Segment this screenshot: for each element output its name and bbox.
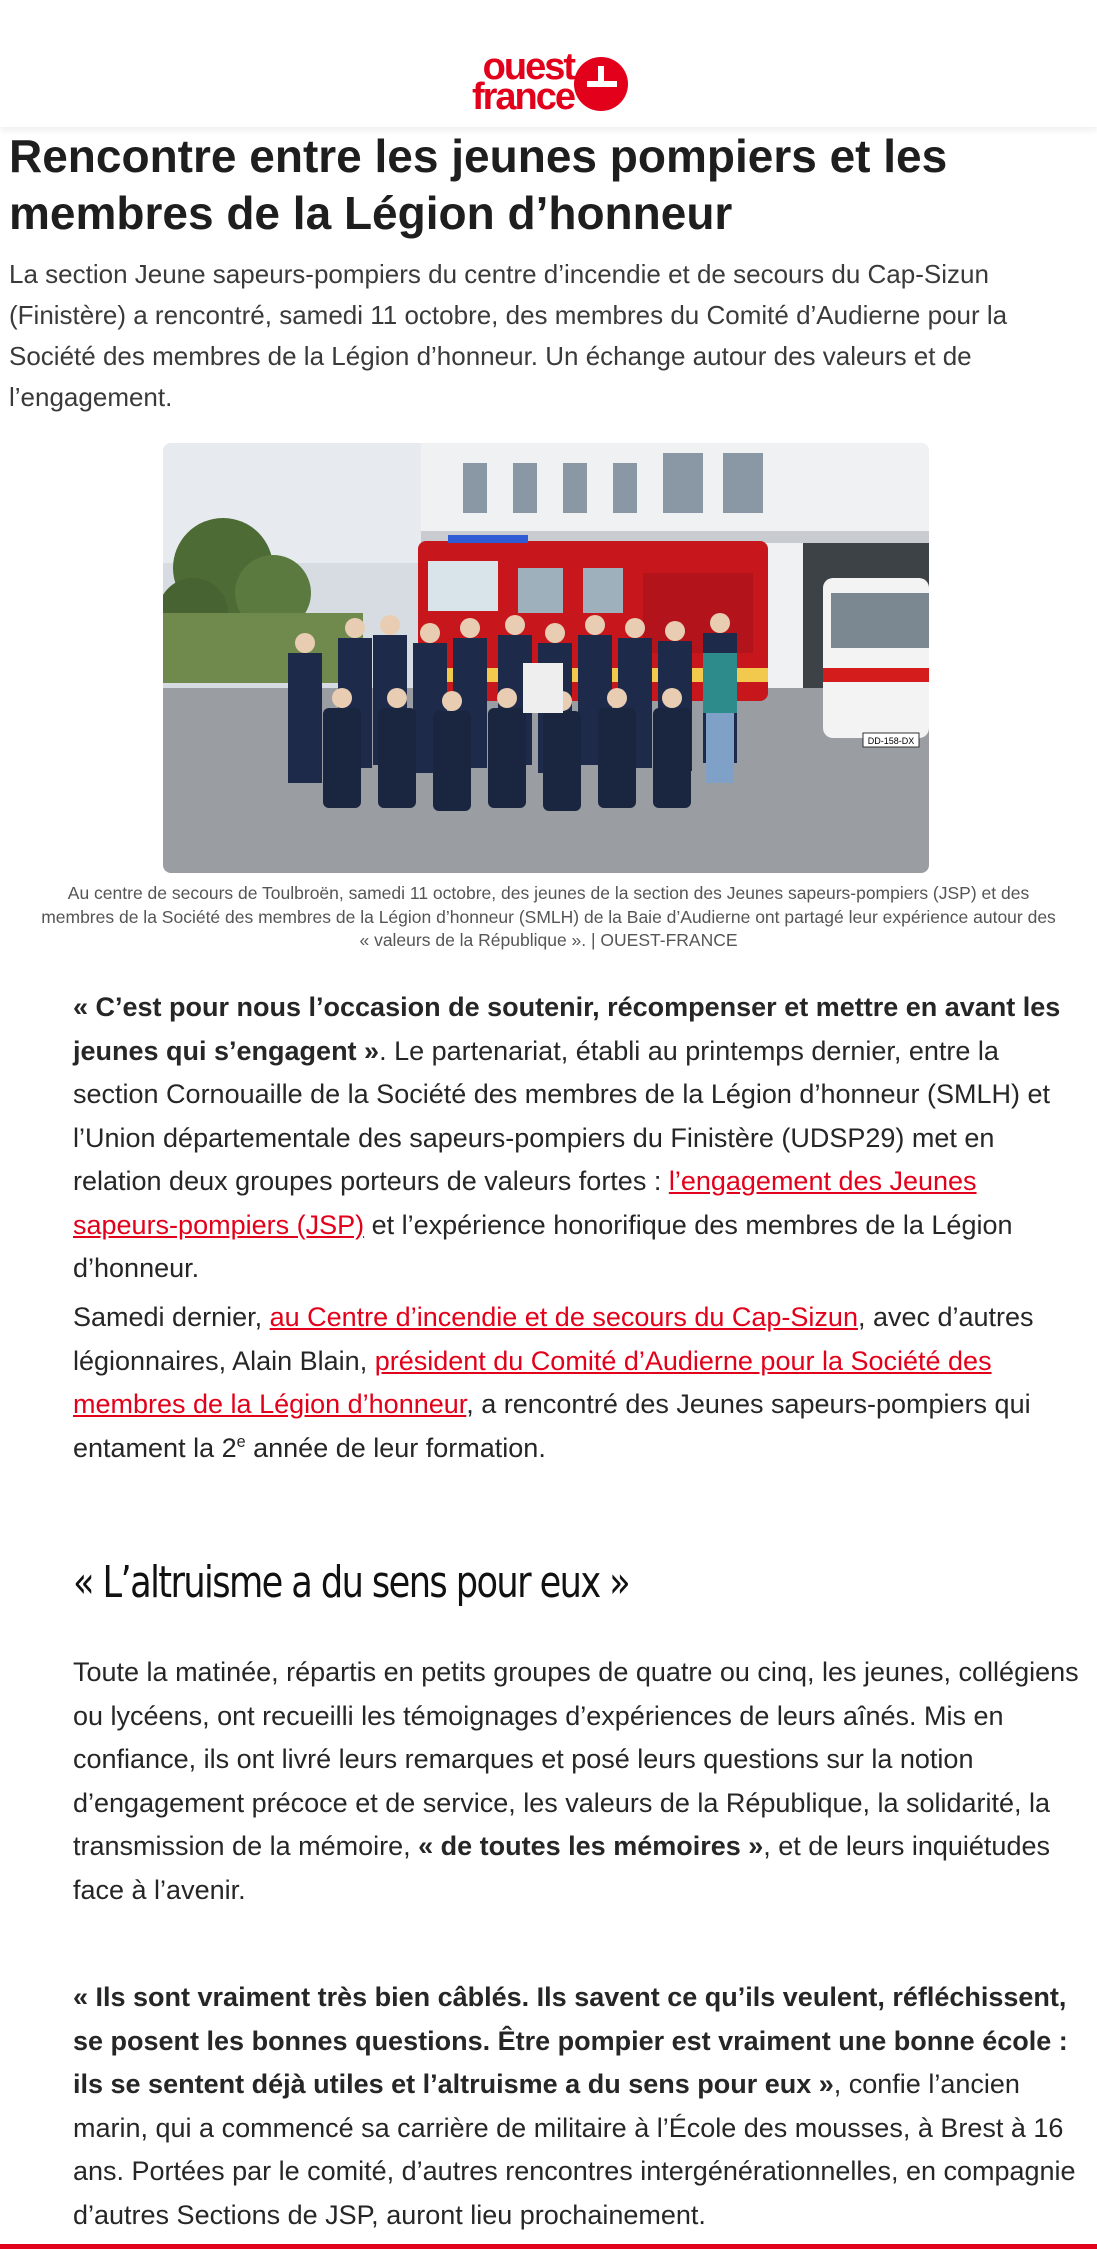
quote-1: « C’est pour nous l’occasion de soutenir, récompenser et mettre en avant les jeunes qui s’engagent » [73,992,1061,1066]
logo-wordmark: ouest france [471,46,574,118]
article-title: Rencontre entre les jeunes pompiers et les membres de la Légion d’honneur [9,130,948,239]
section-heading: « L’altruisme a du sens pour eux » [73,1557,630,1608]
link-jsp-engagement[interactable]: l’engagement des Jeunes sapeurs-pompiers (JSP) [73,1166,977,1240]
paragraph-4: « Ils sont vraiment très bien câblés. Ils savent ce qu’ils veulent, réfléchissent, se posent les bonnes questions. Être pompier est vraiment une bonne école : ils se sentent déjà utiles et l’altruisme a du sens pour eux », confie l’ancien marin, qui a commencé sa carrière de militaire à l’École des mousses, à Brest à 16 ans. Portées par le comité, d’autres rencontres intergénérationnelles, en compagnie d’autres Sections de JSP, auront lieu prochainement. [73,1982,1076,2230]
ouest-france-logo[interactable] [446,46,631,118]
paragraph-2: Samedi dernier, au Centre d’incendie et de secours du Cap-Sizun, avec d’autres légionnaires, Alain Blain, président du Comité d’Audierne pour la Société des membres de la Légion d’honneur, a rencontré des Jeunes sapeurs-pompiers qui entament la 2e année de leur formation. [73,1302,1034,1463]
quote-2: « de toutes les mémoires » [418,1831,764,1861]
license-plate: DD-158-DX [867,736,915,746]
group-photo-image [163,443,929,873]
article-lede: La section Jeune sapeurs-pompiers du centre d’incendie et de secours du Cap-Sizun (Finistère) a rencontré, samedi 11 octobre, des membres du Comité d’Audierne pour la Société des membres de la Légion d’honneur. Un échange autour des valeurs et de l’engagement. [9,259,1008,412]
bottom-accent-bar [0,2244,1097,2249]
site-header [0,0,1097,127]
link-comite-audierne[interactable]: président du Comité d’Audierne pour la Société des membres de la Légion d’honneur [73,1345,992,1419]
paragraph-3: Toute la matinée, répartis en petits groupes de quatre ou cinq, les jeunes, collégiens ou lycéens, ont recueilli les témoignages d’expériences de leurs aînés. Mis en confiance, ils ont livré leurs remarques et posé leurs questions sur la notion d’engagement précoce et de service, les valeurs de la République, la solidarité, la transmission de la mémoire, « de toutes les mémoires », et de leurs inquiétudes face à l’avenir. [73,1657,1079,1905]
quote-3: « Ils sont vraiment très bien câblés. Ils savent ce qu’ils veulent, réfléchissent, se posent les bonnes questions. Être pompier est vraiment une bonne école : ils se sentent déjà utiles et l’altruisme a du sens pour eux » [73,1982,1068,2099]
photo-caption: Au centre de secours de Toulbroën, samedi 11 octobre, des jeunes de la section des Jeunes sapeurs-pompiers (JSP) et des membres de la Société des membres de la Légion d’honneur (SMLH) de la Baie d’Audierne ont partagé leur expérience autour des « valeurs de la République ». | OUEST-FRANCE [41,883,1056,950]
logo-disc-icon [573,56,629,112]
article-photo[interactable] [163,443,929,873]
paragraph-1: « C’est pour nous l’occasion de soutenir, récompenser et mettre en avant les jeunes qui s’engagent ». Le partenariat, établi au printemps dernier, entre la section Cornouaille de la Société des membres de la Légion d’honneur (SMLH) et l’Union départementale des sapeurs-pompiers du Finistère (UDSP29) met en relation deux groupes porteurs de valeurs fortes : l’engagement des Jeunes sapeurs-pompiers (JSP) et l’expérience honorifique des membres de la Légion d’honneur. [73,992,1061,1283]
link-cis-cap-sizun[interactable]: au Centre d’incendie et de secours du Cap-Sizun [269,1302,858,1332]
